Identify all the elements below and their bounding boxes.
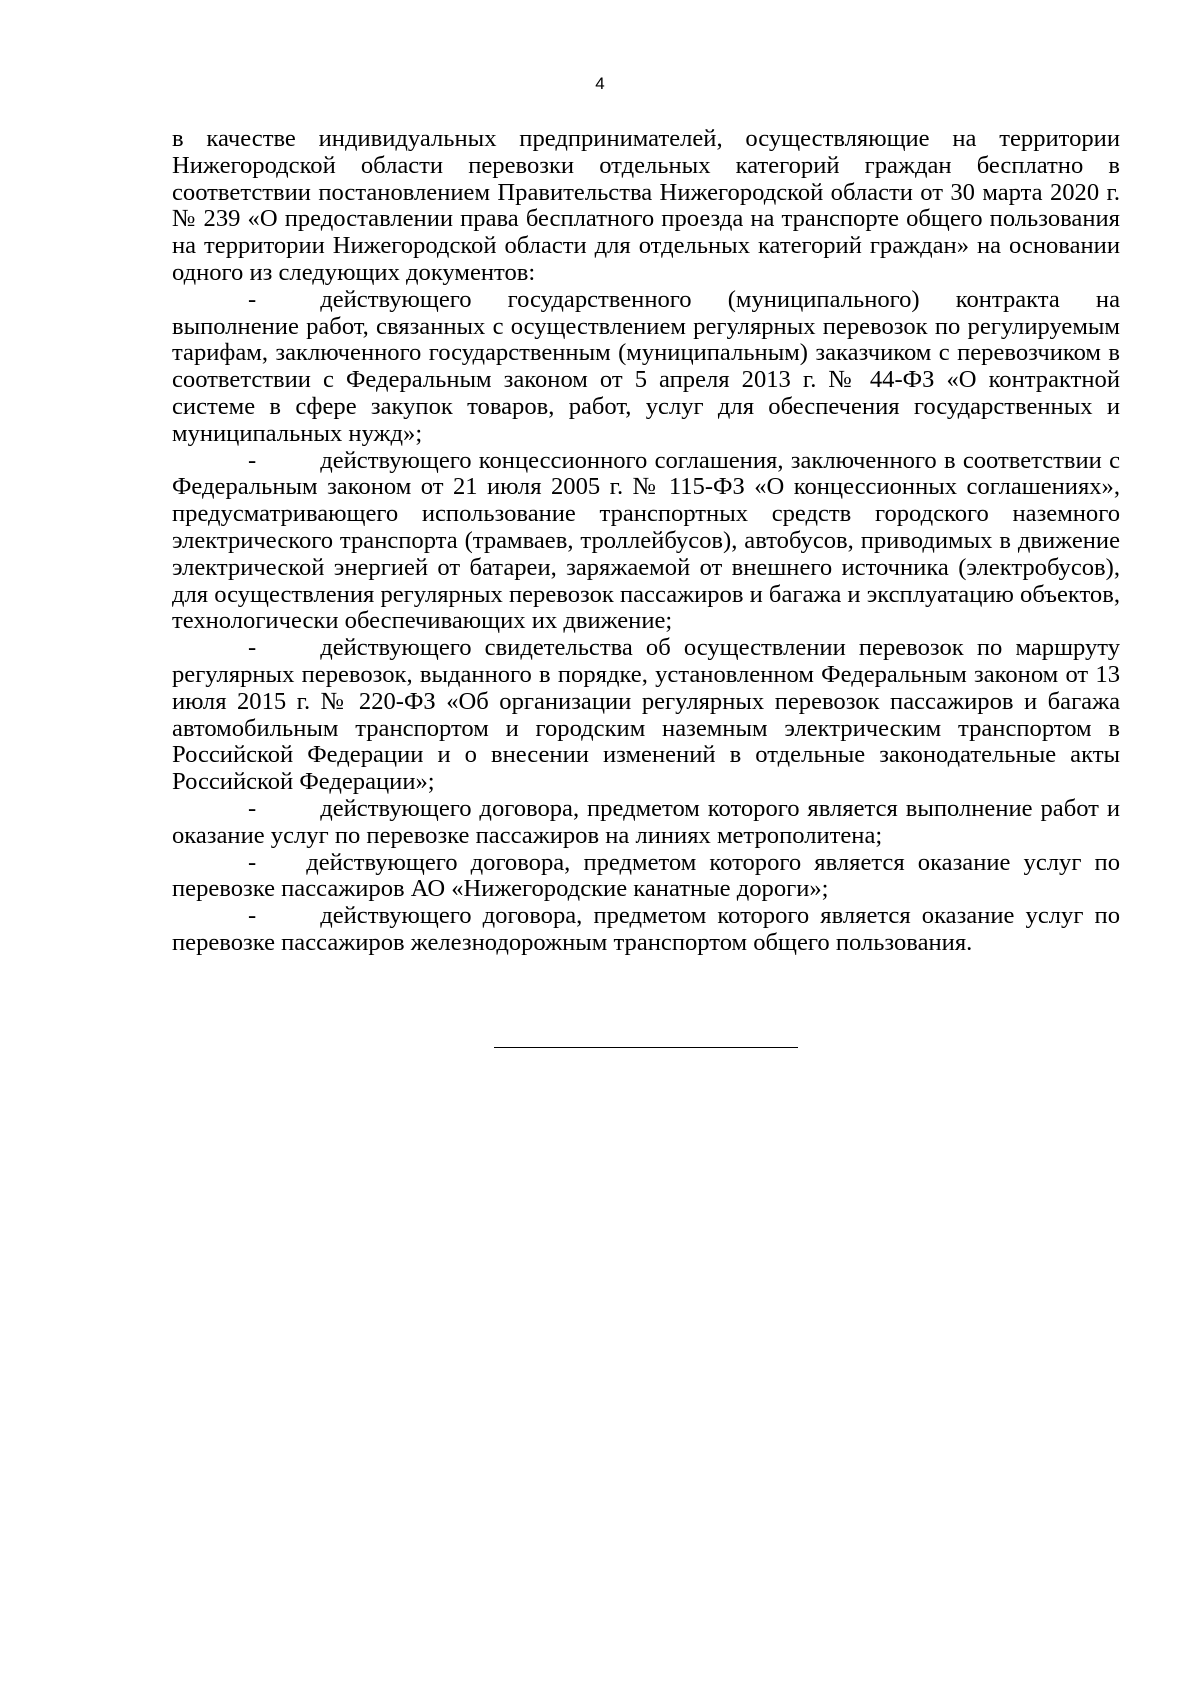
list-item-text: действующего государственного (муниципального) контракта на выполнение работ, связанных с осуществлением регулярных перевозок по регулируемым тарифам, заключенного государственным (муниципальным) заказчиком с перевозчиком в соответствии с Федеральным законом от 5 апреля 2013 г. № 44-ФЗ «О контрактной системе в сфере закупок товаров, работ, услуг для обеспечения государственных и муниципальных нужд»; <box>172 285 1120 447</box>
list-item-text: действующего свидетельства об осуществлении перевозок по маршруту регулярных перевозок, выданного в порядке, установленном Федеральным законом от 13 июля 2015 г. № 220-ФЗ «Об организации регулярных перевозок пассажиров и багажа автомобильным транспортом и городским наземным электрическим транспортом в Российской Федерации и о внесении изменений в отдельные законодательные акты Российской Федерации»; <box>172 634 1120 796</box>
list-bullet-dash: - <box>248 794 257 822</box>
list-bullet-dash: - <box>248 634 257 662</box>
list-bullet-dash: - <box>248 446 257 474</box>
list-item-railway <box>172 903 1120 957</box>
list-item-text: действующего договора, предметом которого является оказание услуг по перевозке пассажиров железнодорожным транспортом общего пользования. <box>172 902 1120 956</box>
page-number: 4 <box>595 74 605 93</box>
list-item-text: действующего концессионного соглашения, заключенного в соответствии с Федеральным законом от 21 июля 2005 г. № 115-ФЗ «О концессионных соглашениях», предусматривающего использование транспортных средств городского наземного электрического транспорта (трамваев, троллейбусов), автобусов, приводимых в движение электрической энергией от батареи, заряжаемой от внешнего источника (электробусов), для осуществления регулярных перевозок пассажиров и багажа и эксплуатацию объектов, технологически обеспечивающих их движение; <box>172 446 1120 635</box>
list-item-concession <box>172 448 1120 636</box>
list-bullet-dash: - <box>248 902 257 930</box>
end-of-document-divider <box>494 1047 798 1048</box>
list-item-certificate <box>172 635 1120 796</box>
list-item-contract <box>172 287 1120 448</box>
list-bullet-dash: - <box>248 285 257 313</box>
paragraph-intro <box>172 126 1120 287</box>
list-item-text: действующего договора, предметом которого является выполнение работ и оказание услуг по перевозке пассажиров на линиях метрополитена; <box>172 794 1120 849</box>
paragraph-text: в качестве индивидуальных предпринимателей, осуществляющие на территории Нижегородской области перевозки отдельных категорий граждан бесплатно в соответствии постановлением Правительства Нижегородской области от 30 марта 2020 г. № 239 «О предоставлении права бесплатного проезда на транспорте общего пользования на территории Нижегородской области для отдельных категорий граждан» на основании одного из следующих документов: <box>172 125 1120 286</box>
list-item-cableway <box>172 850 1120 904</box>
list-item-text: действующего договора, предметом которого является оказание услуг по перевозке пассажиров АО «Нижегородские канатные дороги»; <box>172 848 1120 903</box>
list-bullet-dash: - <box>248 848 257 876</box>
document-body <box>172 126 1120 957</box>
list-item-metro <box>172 796 1120 850</box>
